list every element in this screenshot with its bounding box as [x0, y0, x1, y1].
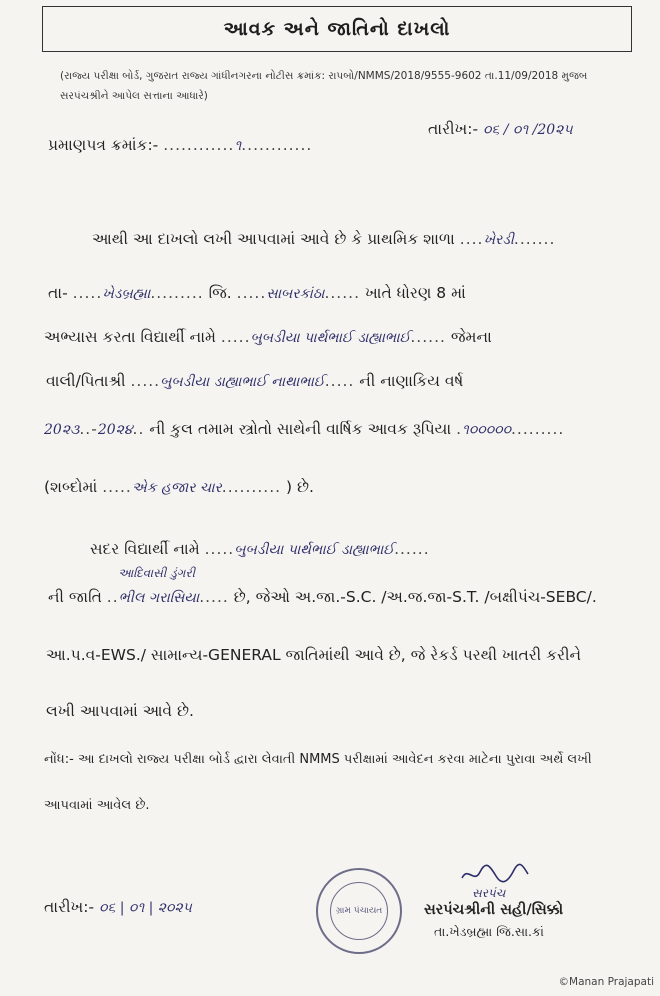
caste-category-text: છે, જેઓ અ.જા.-S.C. /અ.જ.જા-S.T. /બક્ષીપંચ-SEBC/. — [233, 588, 597, 606]
footer-date-row — [44, 898, 192, 917]
words-label: (શબ્દોમાં — [44, 478, 98, 496]
note-line-2: આપવામાં આવેલ છે. — [44, 798, 150, 813]
signature-place: તા.ખેડબ્રહ્મા જિ.સા.કાં — [434, 924, 544, 939]
sarpanch-label: સરપંચ — [472, 886, 506, 900]
studying-text: અભ્યાસ કરતા વિદ્યાર્થી નામે — [44, 328, 216, 346]
category-line: આ.પ.વ-EWS./ સામાન્ય-GENERAL જાતિમાંથી આવે છે, જે રેકર્ડ પરથી ખાતરી કરીને — [46, 646, 582, 664]
watermark-credit: ©Manan Prajapati — [558, 976, 654, 988]
cert-number-value: ૧ — [234, 138, 242, 154]
fin-year-text: ની નાણાકિય વર્ષ — [359, 372, 464, 390]
district-label: જિ. — [208, 284, 232, 302]
para1-text: આથી આ દાખલો લખી આપવામાં આવે છે કે પ્રાથમિક શાળા — [92, 230, 455, 248]
document-title-box — [42, 6, 632, 52]
cert-number-label: પ્રમાણપત્ર ક્રમાંક:- — [48, 136, 159, 154]
document-title: આવક અને જાતિનો દાખલો — [223, 18, 451, 40]
taluka-label: તા- — [48, 284, 68, 302]
words-end: ) છે. — [286, 478, 314, 496]
year-start: 20૨૩ — [44, 422, 80, 438]
location-line: તા- .....ખેડબ્રહ્મા......... જિ. .....સાબરકાંઠા...... ખાતે ધોરણ 8 માં — [48, 284, 466, 302]
certify-line: લખી આપવામાં આવે છે. — [46, 702, 194, 720]
income-value: ૧૦૦૦૦૦ — [462, 422, 511, 438]
guardian-line: વાલી/પિતાશ્રી .....બુબડીયા ડાહ્યાભાઈ નાથાભાઈ..... ની નાણાકિય વર્ષ — [46, 372, 464, 390]
signature-title: સરપંચશ્રીની સહી/સિક્કો — [424, 902, 564, 918]
district-value: સાબરકાંઠા — [266, 286, 325, 302]
std-text: ખાતે ધોરણ 8 માં — [364, 284, 466, 302]
income-line: 20૨૩..-20૨૪.. ની કુલ તમામ સ્ત્રોતો સાથેની વાર્ષિક આવક રૂપિયા .૧૦૦૦૦૦......... — [44, 420, 565, 438]
guardian-value: બુબડીયા ડાહ્યાભાઈ નાથાભાઈ — [160, 374, 325, 390]
school-value: ખેરડી — [483, 232, 514, 248]
student-name-value-2: બુબડીયા પાર્થભાઈ ડાહ્યાભાઈ — [234, 542, 395, 558]
para1-line: આથી આ દાખલો લખી આપવામાં આવે છે કે પ્રાથમિક શાળા ....ખેરડી....... — [92, 230, 556, 248]
caste-label: ની જાતિ — [48, 588, 102, 606]
cert-number-row: પ્રમાણપત્ર ક્રમાંક:- ............૧............ — [48, 136, 313, 154]
date-row — [428, 120, 573, 139]
note-line-1: નોંધ:- આ દાખલો રાજ્ય પરીક્ષા બોર્ડ દ્વારા લેવાતી NMMS પરીક્ષામાં આવેદન કરવા માટેના પુરાવા અર્થે લખી — [44, 752, 592, 767]
footer-date-label: તારીખ:- — [44, 898, 95, 916]
signature-scribble — [460, 862, 530, 886]
date-value: ૦૬ / ૦૧ /20૨૫ — [483, 122, 573, 138]
stamp-text: ગ્રામ પંચાયત — [335, 905, 383, 916]
sadar-line: સદર વિદ્યાર્થી નામે .....બુબડીયા પાર્થભાઈ ડાહ્યાભાઈ...... — [90, 540, 430, 558]
words-line: (શબ્દોમાં .....એક હજાર ચાર.......... ) છે. — [44, 478, 314, 496]
caste-above-note: આદિવાસી ડુંગરી — [118, 566, 196, 580]
income-text: ની કુલ તમામ સ્ત્રોતો સાથેની વાર્ષિક આવક રૂપિયા — [149, 420, 452, 438]
footer-date-value: ૦૬ | ૦૧ | ૨૦૨૫ — [99, 900, 192, 916]
caste-value: ભીલ ગરાસિયા — [118, 590, 200, 606]
year-end: 20૨૪ — [97, 422, 133, 438]
jemna-text: જેમના — [450, 328, 492, 346]
student-name-value: બુબડીયા પાર્થભાઈ ડાહ્યાભાઈ — [250, 330, 411, 346]
sadar-text: સદર વિદ્યાર્થી નામે — [90, 540, 200, 558]
words-value: એક હજાર ચાર — [131, 480, 222, 496]
guardian-label: વાલી/પિતાશ્રી — [46, 372, 126, 390]
authority-note: (રાજ્ય પરીક્ષા બોર્ડ, ગુજરાત રાજ્ય ગાંધીનગરના નોટીસ ક્રમાંક: રાપબો/NMMS/2018/9555-9602 તા.11/09/2018 મુજબ સરપંચશ્રીને આપેલ સત્તાના આધારે) — [60, 70, 588, 102]
taluka-value: ખેડબ્રહ્મા — [102, 286, 151, 302]
caste-line: ની જાતિ ..ભીલ ગરાસિયા..... છે, જેઓ અ.જા.-S.C. /અ.જ.જા-S.T. /બક્ષીપંચ-SEBC/. — [48, 588, 597, 606]
date-label: તારીખ:- — [428, 120, 479, 138]
official-stamp — [316, 868, 402, 954]
student-line: અભ્યાસ કરતા વિદ્યાર્થી નામે .....બુબડીયા પાર્થભાઈ ડાહ્યાભાઈ...... જેમના — [44, 328, 492, 346]
stamp-center — [330, 882, 388, 940]
